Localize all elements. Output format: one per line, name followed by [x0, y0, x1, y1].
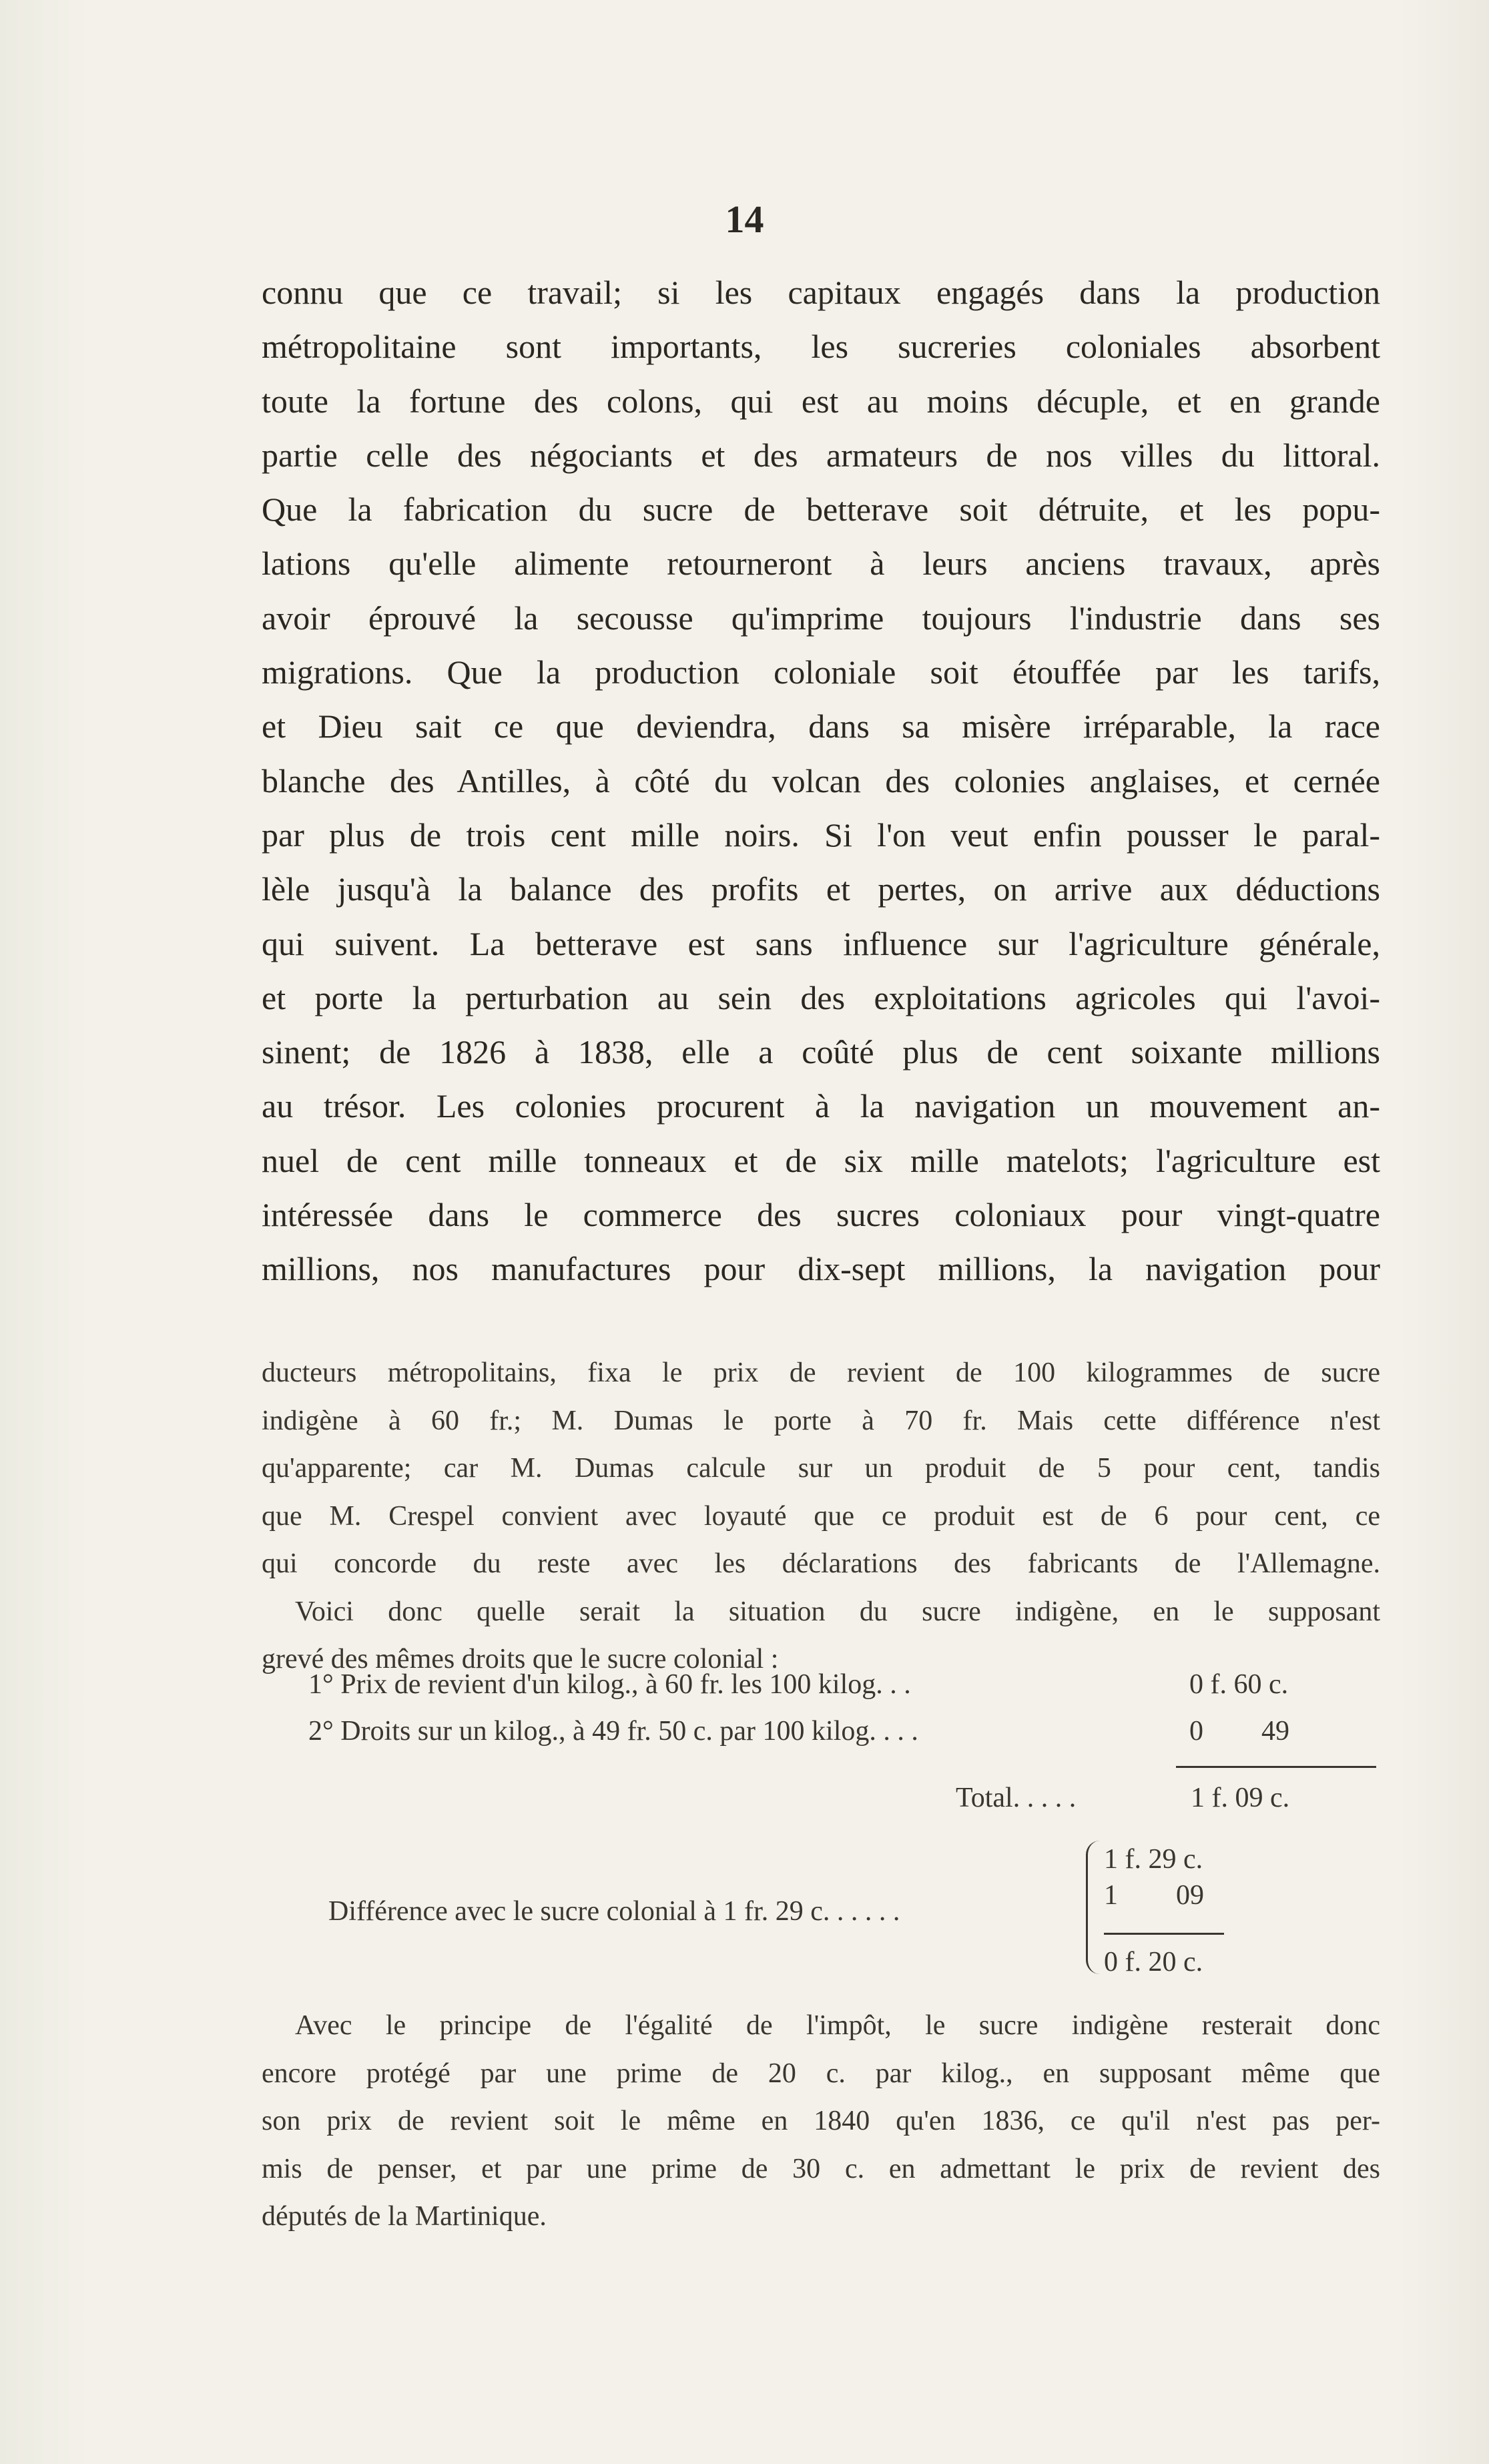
- main-text-line: qui suivent. La betterave est sans influence sur l'agriculture générale,: [262, 924, 1380, 962]
- footnote-line: ducteurs métropolitains, fixa le prix de revient de 100 kilogrammes de sucre: [262, 1357, 1380, 1388]
- closing-line: Avec le principe de l'égalité de l'impôt, le sucre indigène resterait donc: [295, 2010, 1380, 2041]
- main-text-line: partie celle des négociants et des armateurs de nos villes du littoral.: [262, 436, 1380, 474]
- calc-total-label: Total. . . . .: [956, 1783, 1077, 1813]
- footnote-line: Voici donc quelle serait la situation du sucre indigène, en le supposant: [295, 1596, 1380, 1627]
- main-text-line: lations qu'elle alimente retourneront à leurs anciens travaux, après: [262, 545, 1380, 583]
- page-number: 14: [725, 198, 764, 241]
- main-text-line: au trésor. Les colonies procurent à la navigation un mouvement an-: [262, 1087, 1380, 1125]
- main-text-line: migrations. Que la production coloniale soit étouffée par les tarifs,: [262, 653, 1380, 691]
- main-text-line: toute la fortune des colons, qui est au moins décuple, et en grande: [262, 382, 1380, 420]
- total-rule: [1176, 1766, 1376, 1768]
- main-text-line: métropolitaine sont importants, les sucreries coloniales absorbent: [262, 328, 1380, 366]
- calc-diff-result: 0 f. 20 c.: [1104, 1947, 1203, 1977]
- main-text-line: intéressée dans le commerce des sucres coloniaux pour vingt-quatre: [262, 1196, 1380, 1234]
- calc-total-value: 1 f. 09 c.: [1191, 1783, 1290, 1813]
- footnote-line: que M. Crespel convient avec loyauté que ce produit est de 6 pour cent, ce: [262, 1500, 1380, 1532]
- main-text-line: blanche des Antilles, à côté du volcan des colonies anglaises, et cernée: [262, 761, 1380, 800]
- closing-line: mis de penser, et par une prime de 30 c. en admettant le prix de revient des: [262, 2153, 1380, 2184]
- difference-rule: [1104, 1933, 1224, 1935]
- main-text-line: Que la fabrication du sucre de betterave soit détruite, et les popu-: [262, 491, 1380, 529]
- calc-diff-mid-a: 1: [1104, 1880, 1118, 1911]
- main-text-line: et Dieu sait ce que deviendra, dans sa misère irréparable, la race: [262, 707, 1380, 745]
- main-text-body: [262, 266, 1380, 1297]
- footnote-line: indigène à 60 fr.; M. Dumas le porte à 70 fr. Mais cette différence n'est: [262, 1405, 1380, 1436]
- calc-difference-label: Différence avec le sucre colonial à 1 fr. 29 c. . . . . .: [328, 1896, 900, 1927]
- calc-item2-label: 2° Droits sur un kilog., à 49 fr. 50 c. par 100 kilog. . . .: [308, 1716, 918, 1747]
- closing-paragraph: [262, 2002, 1380, 2241]
- closing-line: députés de la Martinique.: [262, 2201, 547, 2232]
- closing-line: son prix de revient soit le même en 1840 qu'en 1836, ce qu'il n'est pas per-: [262, 2106, 1380, 2136]
- calc-item1-label: 1° Prix de revient d'un kilog., à 60 fr. les 100 kilog. . .: [308, 1669, 911, 1700]
- calc-item2-value-a: 0: [1189, 1716, 1203, 1747]
- main-text-line: sinent; de 1826 à 1838, elle a coûté plus de cent soixante millions: [262, 1033, 1380, 1071]
- main-text-line: connu que ce travail; si les capitaux engagés dans la production: [262, 274, 1380, 311]
- difference-bracket: [1086, 1841, 1100, 1974]
- main-text-line: et porte la perturbation au sein des exploitations agricoles qui l'avoi-: [262, 978, 1380, 1016]
- main-text-line: avoir éprouvé la secousse qu'imprime toujours l'industrie dans ses: [262, 599, 1380, 637]
- calc-diff-mid-b: 09: [1176, 1880, 1204, 1911]
- main-text-line: lèle jusqu'à la balance des profits et pertes, on arrive aux déductions: [262, 870, 1380, 908]
- main-text-line: millions, nos manufactures pour dix-sept millions, la navigation pour: [262, 1250, 1380, 1288]
- footnote-line: qui concorde du reste avec les déclarations des fabricants de l'Allemagne.: [262, 1548, 1380, 1579]
- footnote-line: grevé des mêmes droits que le sucre colonial :: [262, 1644, 779, 1674]
- main-text-line: nuel de cent mille tonneaux et de six mille matelots; l'agriculture est: [262, 1141, 1380, 1179]
- main-text-line: par plus de trois cent mille noirs. Si l'on veut enfin pousser le paral-: [262, 816, 1380, 854]
- calc-diff-top: 1 f. 29 c.: [1104, 1844, 1203, 1875]
- calc-item2-value-b: 49: [1261, 1716, 1289, 1747]
- calc-item1-value: 0 f. 60 c.: [1189, 1669, 1289, 1700]
- footnote-line: qu'apparente; car M. Dumas calcule sur un produit de 5 pour cent, tandis: [262, 1453, 1380, 1484]
- footnote-text: [262, 1349, 1380, 1684]
- closing-line: encore protégé par une prime de 20 c. par kilog., en supposant même que: [262, 2058, 1380, 2089]
